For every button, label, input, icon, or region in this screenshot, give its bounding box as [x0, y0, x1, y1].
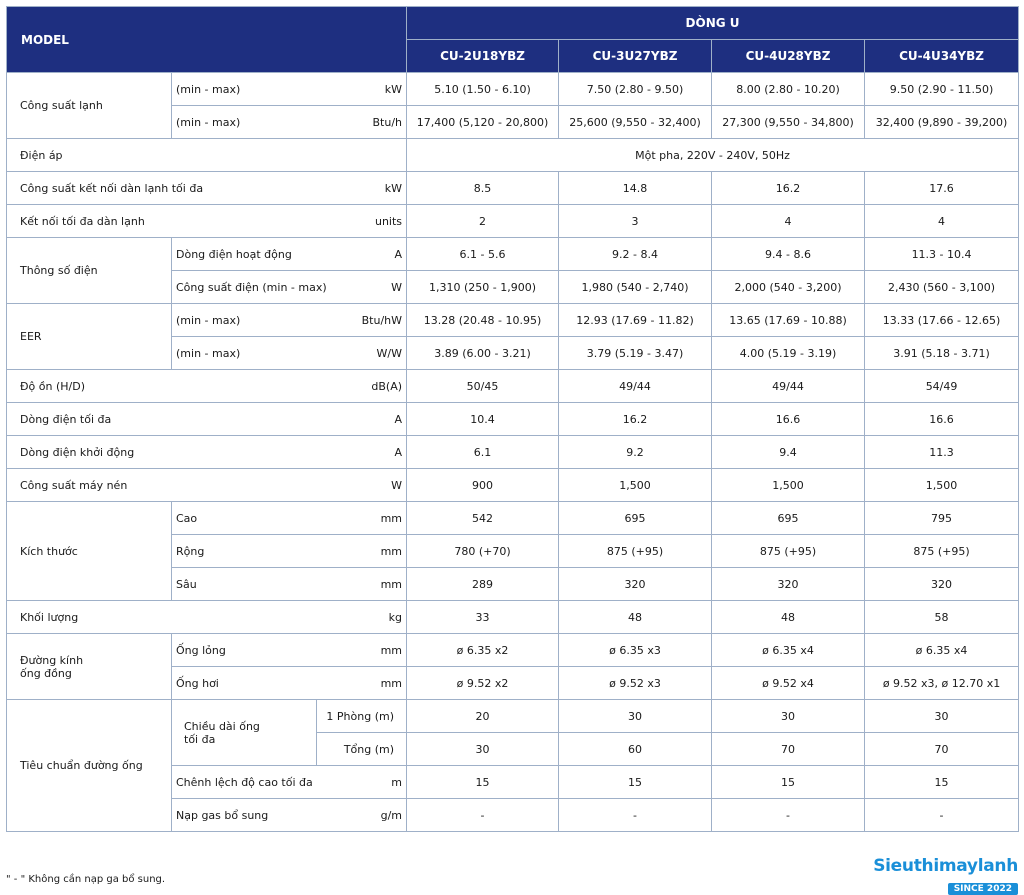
row-label-max-current: Dòng điện tối đa: [20, 412, 112, 426]
cell-value: 1,980 (540 - 2,740): [559, 271, 712, 304]
cell-value: 13.33 (17.66 - 12.65): [865, 304, 1019, 337]
unit-label: mm: [380, 643, 403, 657]
unit-label: dB(A): [371, 379, 403, 393]
cell-value: 8.5: [407, 172, 559, 205]
table-row: [7, 502, 1019, 535]
table-row: [7, 700, 1019, 733]
cell-value: 70: [712, 733, 865, 766]
row-label-start-current: Dòng điện khởi động: [20, 445, 135, 459]
sub-label: Công suất điện (min - max): [176, 280, 327, 294]
label-line: ống đồng: [20, 666, 72, 680]
table-row: [7, 469, 1019, 502]
sub-label: Tổng (m): [317, 733, 407, 766]
cell-value: 25,600 (9,550 - 32,400): [559, 106, 712, 139]
label-line: Chiều dài ống: [184, 719, 260, 733]
row-label-max-units: Kết nối tối đa dàn lạnh: [20, 214, 145, 228]
cell-value: 900: [407, 469, 559, 502]
row-label-eer: EER: [7, 304, 172, 370]
cell-value: 320: [712, 568, 865, 601]
unit-label: A: [394, 445, 403, 459]
cell-value: 3.91 (5.18 - 3.71): [865, 337, 1019, 370]
spec-table: [6, 6, 1019, 832]
label-line: Đường kính: [20, 653, 84, 667]
cell-value: 27,300 (9,550 - 34,800): [712, 106, 865, 139]
cell-value: 320: [559, 568, 712, 601]
unit-label: mm: [380, 544, 403, 558]
unit-label: W: [391, 478, 403, 492]
footnote: " - " Không cần nạp ga bổ sung.: [6, 874, 166, 885]
row-label-weight: Khối lượng: [20, 610, 79, 624]
cell-value: 7.50 (2.80 - 9.50): [559, 73, 712, 106]
unit-label: m: [391, 775, 403, 789]
table-row: [7, 238, 1019, 271]
cell-value: 16.2: [712, 172, 865, 205]
cell-value: 1,500: [559, 469, 712, 502]
table-row: [7, 634, 1019, 667]
unit-label: W/W: [376, 346, 403, 360]
row-label-noise: Độ ồn (H/D): [20, 379, 85, 393]
cell-value: 3.79 (5.19 - 3.47): [559, 337, 712, 370]
brand-name: Sieuthimaylanh: [873, 856, 1018, 876]
cell-value: 30: [407, 733, 559, 766]
cell-value: 9.4 - 8.6: [712, 238, 865, 271]
unit-label: units: [374, 214, 403, 228]
cell-value: 49/44: [712, 370, 865, 403]
unit-label: W: [391, 280, 403, 294]
cell-value: 54/49: [865, 370, 1019, 403]
model-name: CU-2U18YBZ: [407, 40, 559, 73]
cell-value: ø 9.52 x4: [712, 667, 865, 700]
cell-value: 4.00 (5.19 - 3.19): [712, 337, 865, 370]
cell-value: 17.6: [865, 172, 1019, 205]
cell-value: 9.50 (2.90 - 11.50): [865, 73, 1019, 106]
cell-value: 3.89 (6.00 - 3.21): [407, 337, 559, 370]
row-label-max-conn: Công suất kết nối dàn lạnh tối đa: [20, 181, 204, 195]
cell-value: ø 6.35 x3: [559, 634, 712, 667]
sub-label: Ống lỏng: [176, 643, 226, 657]
sub-label: Rộng: [176, 544, 205, 558]
cell-value: 15: [407, 766, 559, 799]
series-header: DÒNG U: [407, 7, 1019, 40]
cell-value: ø 9.52 x3, ø 12.70 x1: [865, 667, 1019, 700]
cell-value: 9.2: [559, 436, 712, 469]
model-name: CU-3U27YBZ: [559, 40, 712, 73]
cell-value: 542: [407, 502, 559, 535]
sub-label: (min - max): [176, 313, 241, 327]
sub-label: (min - max): [176, 346, 241, 360]
cell-value: 30: [712, 700, 865, 733]
table-row: [7, 172, 1019, 205]
sub-label: Sâu: [176, 577, 197, 591]
cell-value: 6.1 - 5.6: [407, 238, 559, 271]
unit-label: kW: [384, 181, 403, 195]
cell-value: -: [559, 799, 712, 832]
cell-value: 2,430 (560 - 3,100): [865, 271, 1019, 304]
sub-label: Dòng điện hoạt động: [176, 247, 292, 261]
cell-value: -: [407, 799, 559, 832]
cell-value: 1,500: [712, 469, 865, 502]
sub-label: Ống hơi: [176, 676, 219, 690]
brand-since: SINCE 2022: [948, 883, 1018, 895]
unit-label: mm: [380, 577, 403, 591]
cell-value: 2: [407, 205, 559, 238]
row-label-cooling: Công suất lạnh: [7, 73, 172, 139]
table-row: [7, 73, 1019, 106]
sub-label: (min - max): [176, 82, 241, 96]
cell-value: 5.10 (1.50 - 6.10): [407, 73, 559, 106]
cell-value: 16.6: [865, 403, 1019, 436]
unit-label: kg: [388, 610, 403, 624]
cell-value: 16.2: [559, 403, 712, 436]
cell-value: 1,310 (250 - 1,900): [407, 271, 559, 304]
sub-label-max-length: [172, 700, 317, 766]
sub-label: Nạp gas bổ sung: [176, 808, 269, 822]
cell-value: 4: [865, 205, 1019, 238]
table-row: [7, 205, 1019, 238]
unit-label: A: [394, 247, 403, 261]
cell-value: 875 (+95): [865, 535, 1019, 568]
cell-value: 17,400 (5,120 - 20,800): [407, 106, 559, 139]
sub-label: Cao: [176, 511, 198, 525]
sub-label: Chênh lệch độ cao tối đa: [176, 775, 313, 789]
unit-label: mm: [380, 676, 403, 690]
cell-value: ø 9.52 x3: [559, 667, 712, 700]
cell-value: 12.93 (17.69 - 11.82): [559, 304, 712, 337]
cell-value: 695: [559, 502, 712, 535]
cell-value: 70: [865, 733, 1019, 766]
cell-value: 15: [559, 766, 712, 799]
table-row: [7, 436, 1019, 469]
cell-value: 2,000 (540 - 3,200): [712, 271, 865, 304]
table-row: [7, 403, 1019, 436]
cell-value: -: [712, 799, 865, 832]
sub-label: (min - max): [176, 115, 241, 129]
row-label-compressor: Công suất máy nén: [20, 478, 128, 492]
sub-label: 1 Phòng (m): [317, 700, 407, 733]
cell-value: 780 (+70): [407, 535, 559, 568]
cell-value: -: [865, 799, 1019, 832]
unit-label: Btu/hW: [361, 313, 403, 327]
unit-label: Btu/h: [372, 115, 403, 129]
cell-value: 289: [407, 568, 559, 601]
cell-value: ø 9.52 x2: [407, 667, 559, 700]
row-label-dimensions: Kích thước: [7, 502, 172, 601]
cell-value: ø 6.35 x4: [712, 634, 865, 667]
cell-value: 1,500: [865, 469, 1019, 502]
cell-value: 4: [712, 205, 865, 238]
unit-label: g/m: [380, 808, 403, 822]
label-line: tối đa: [184, 732, 216, 746]
model-header: MODEL: [7, 7, 407, 73]
cell-value: 48: [559, 601, 712, 634]
cell-value: 9.4: [712, 436, 865, 469]
cell-value: ø 6.35 x4: [865, 634, 1019, 667]
model-name: CU-4U28YBZ: [712, 40, 865, 73]
cell-value: ø 6.35 x2: [407, 634, 559, 667]
unit-label: kW: [384, 82, 403, 96]
cell-value: 9.2 - 8.4: [559, 238, 712, 271]
cell-value: 11.3: [865, 436, 1019, 469]
cell-value: 875 (+95): [712, 535, 865, 568]
cell-value: 875 (+95): [559, 535, 712, 568]
cell-value: 320: [865, 568, 1019, 601]
unit-label: A: [394, 412, 403, 426]
cell-value: 15: [865, 766, 1019, 799]
cell-value: Một pha, 220V - 240V, 50Hz: [407, 139, 1019, 172]
cell-value: 14.8: [559, 172, 712, 205]
cell-value: 16.6: [712, 403, 865, 436]
table-row: [7, 370, 1019, 403]
table-row: [7, 601, 1019, 634]
cell-value: 795: [865, 502, 1019, 535]
cell-value: 33: [407, 601, 559, 634]
cell-value: 20: [407, 700, 559, 733]
cell-value: 8.00 (2.80 - 10.20): [712, 73, 865, 106]
row-label-electric: Thông số điện: [7, 238, 172, 304]
cell-value: 49/44: [559, 370, 712, 403]
cell-value: 13.28 (20.48 - 10.95): [407, 304, 559, 337]
cell-value: 60: [559, 733, 712, 766]
cell-value: 6.1: [407, 436, 559, 469]
row-label-piping: Tiêu chuẩn đường ống: [7, 700, 172, 832]
cell-value: 3: [559, 205, 712, 238]
cell-value: 30: [559, 700, 712, 733]
cell-value: 15: [712, 766, 865, 799]
unit-label: mm: [380, 511, 403, 525]
cell-value: 30: [865, 700, 1019, 733]
table-row: [7, 304, 1019, 337]
brand-logo: [858, 856, 1018, 895]
cell-value: 58: [865, 601, 1019, 634]
table-row: [7, 139, 1019, 172]
cell-value: 32,400 (9,890 - 39,200): [865, 106, 1019, 139]
cell-value: 10.4: [407, 403, 559, 436]
cell-value: 48: [712, 601, 865, 634]
cell-value: 695: [712, 502, 865, 535]
cell-value: 13.65 (17.69 - 10.88): [712, 304, 865, 337]
cell-value: 50/45: [407, 370, 559, 403]
model-name: CU-4U34YBZ: [865, 40, 1019, 73]
cell-value: 11.3 - 10.4: [865, 238, 1019, 271]
row-label-pipe-diameter: [7, 634, 172, 700]
row-label-voltage: Điện áp: [7, 139, 407, 172]
